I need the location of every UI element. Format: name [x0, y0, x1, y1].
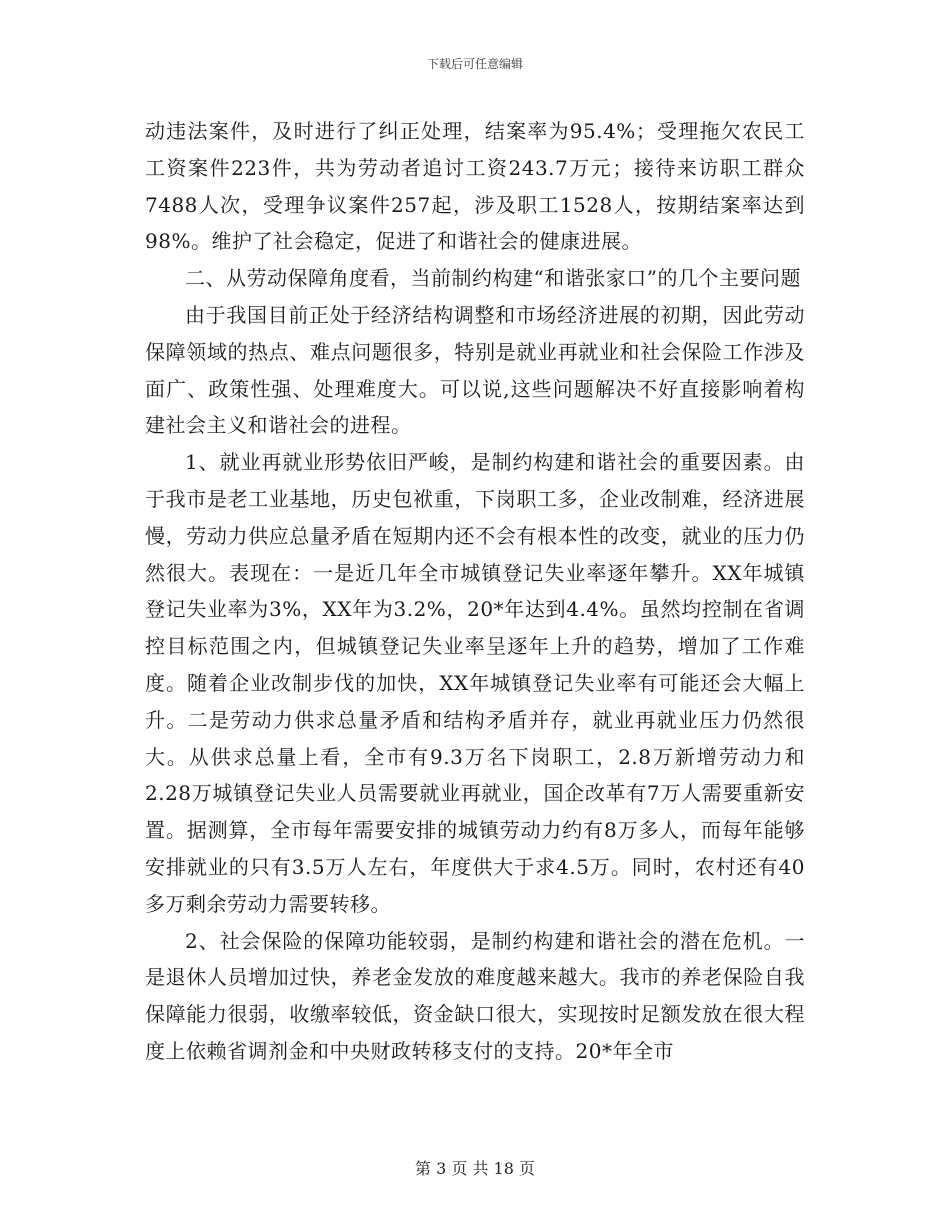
section-heading: 二、从劳动保障角度看，当前制约构建“和谐张家口”的几个主要问题: [185, 266, 801, 291]
paragraph-4: 1、就业再就业形势依旧严峻，是制约构建和谐社会的重要因素。由于我市是老工业基地，历史包袱重，下岗职工多，企业改制难，经济进展慢，劳动力供应总量矛盾在短期内还不会有根本性的改变，就业的压力仍然很大。表现在：一是近几年全市城镇登记失业率逐年攀升。XX年城镇登记失业率为3%，XX年为3.2%，20*年达到4.4%。虽然均控制在省调控目标范围之内，但城镇登记失业率呈逐年上升的趋势，增加了工作难度。随着企业改制步伐的加快，XX年城镇登记失业率有可能还会大幅上升。二是劳动力供求总量矛盾和结构矛盾并存，就业再就业压力仍然很大。从供求总量上看，全市有9.3万名下岗职工，2.8万新增劳动力和2.28万城镇登记失业人员需要就业再就业，国企改革有7万人需要重新安置。据测算，全市每年需要安排的城镇劳动力约有8万多人，而每年能够安排就业的只有3.5万人左右，年度供大于求4.5万。同时，农村还有40多万剩余劳动力需要转移。: [145, 450, 805, 916]
page-header: 下载后可任意编辑: [426, 57, 523, 71]
paragraph-1: 动违法案件，及时进行了纠正处理，结案率为95.4%；受理拖欠农民工工资案件223件，共为劳动者追讨工资243.7万元；接待来访职工群众7488人次，受理争议案件257起，涉及职工1528人，按期结案率达到98%。维护了社会稳定，促进了和谐社会的健康进展。: [145, 119, 805, 254]
page-footer: 第 3 页 共 18 页: [415, 1159, 535, 1178]
document-body: [145, 113, 805, 1070]
paragraph-3: 由于我国目前正处于经济结构调整和市场经济进展的初期，因此劳动保障领域的热点、难点问题很多，特别是就业再就业和社会保险工作涉及面广、政策性强、处理难度大。可以说,这些问题解决不好直接影响着构建社会主义和谐社会的进程。: [145, 302, 805, 438]
paragraph-5: 2、社会保险的保障功能较弱，是制约构建和谐社会的潜在危机。一是退休人员增加过快，养老金发放的难度越来越大。我市的养老保险自我保障能力很弱，收缴率较低，资金缺口很大，实现按时足额发放在很大程度上依赖省调剂金和中央财政转移支付的支持。20*年全市: [145, 928, 805, 1063]
